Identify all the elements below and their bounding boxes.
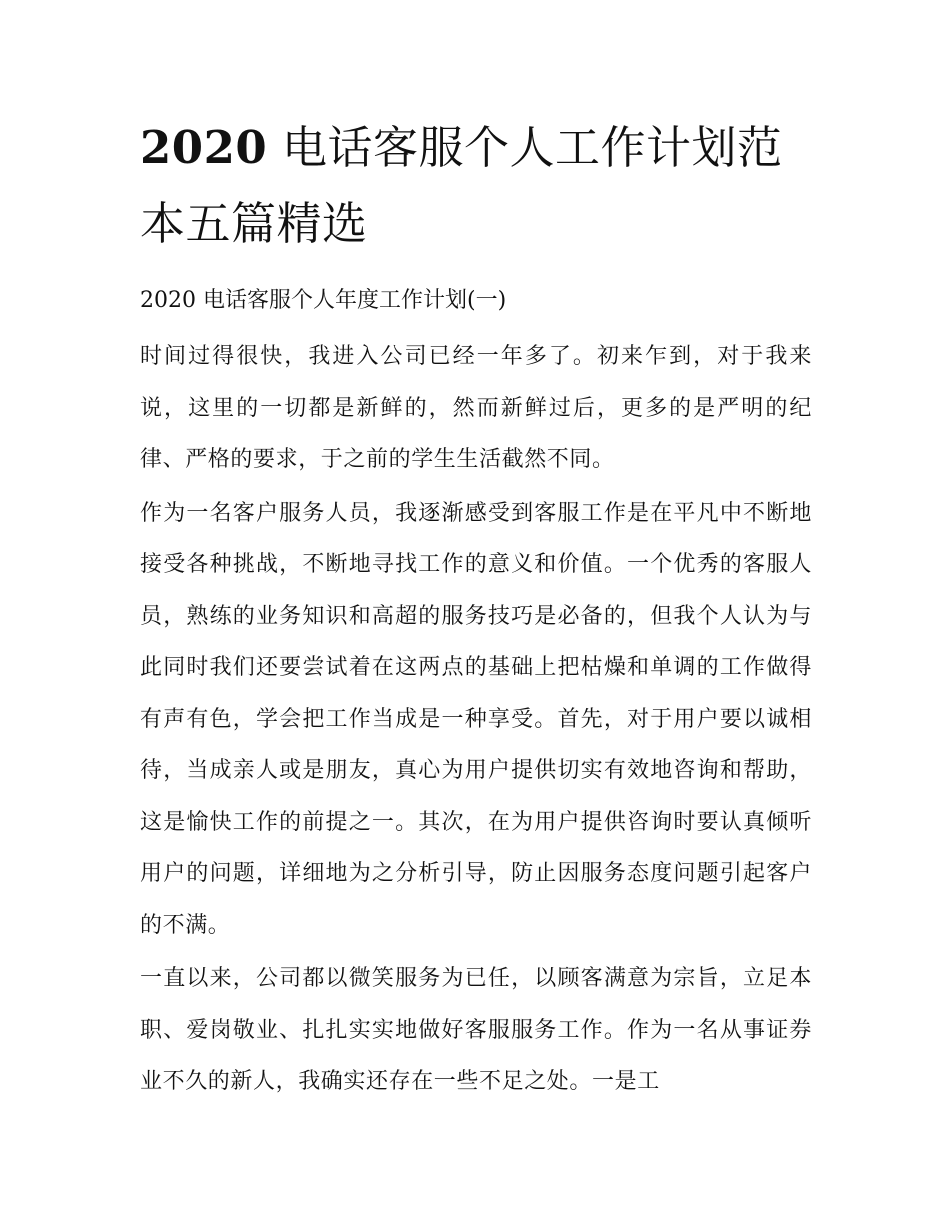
body-text	[140, 331, 812, 1110]
document-title	[140, 110, 820, 262]
paragraph-1: 时间过得很快，我进入公司已经一年多了。初来乍到，对于我来说，这里的一切都是新鲜的，然而新鲜过后，更多的是严明的纪律、严格的要求，于之前的学生生活截然不同。	[140, 344, 812, 472]
paragraph-3: 一直以来，公司都以微笑服务为已任，以顾客满意为宗旨，立足本职、爱岗敬业、扎扎实实地做好客服服务工作。作为一名从事证券业不久的新人，我确实还存在一些不足之处。一是工	[140, 966, 812, 1094]
title-text: 电话客服个人工作计划范本五篇精选	[140, 121, 783, 250]
section-heading: 2020 电话客服个人年度工作计划(一)	[140, 288, 507, 313]
title-year: 2020	[140, 121, 268, 174]
paragraph-2: 作为一名客户服务人员，我逐渐感受到客服工作是在平凡中不断地接受各种挑战，不断地寻找工作的意义和价值。一个优秀的客服人员，熟练的业务知识和高超的服务技巧是必备的，但我个人认为与此同时我们还要尝试着在这两点的基础上把枯燥和单调的工作做得有声有色，学会把工作当成是一种享受。首先，对于用户要以诚相待，当成亲人或是朋友，真心为用户提供切实有效地咨询和帮助，这是愉快工作的前提之一。其次，在为用户提供咨询时要认真倾听用户的问题，详细地为之分析引导，防止因服务态度问题引起客户的不满。	[140, 500, 812, 938]
